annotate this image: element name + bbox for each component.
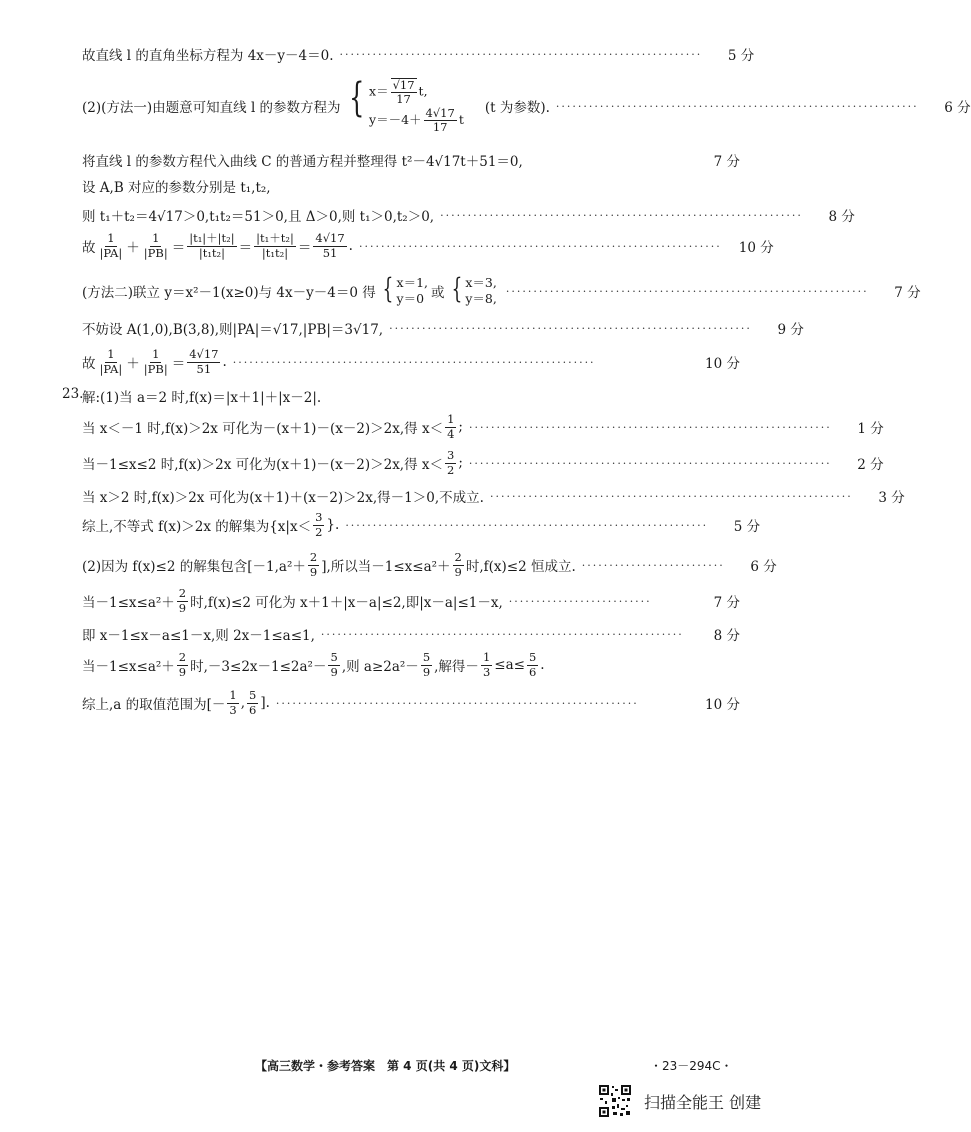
line-text: 即 x－1≤x－a≤1－x,则 2x－1≤a≤1, — [82, 628, 315, 644]
answer-line: 当－1≤x≤a²＋ $\frac{2}{9}$ 时,－3≤2x－1≤2a²－ $\frac{5}{9}$ ,则 a≥2a²－ $\frac{5}{9}$ ,解得－ $\frac{1}{3}$ ≤a≤ $\frac{5}{6}$ . — [82, 650, 545, 679]
score-label: 8 分 — [828, 209, 855, 225]
answer-line: 综上,a 的取值范围为[－ $\frac{1}{3}$ , $\frac{5}{6}$ ]. ·································································· 10 分 — [82, 688, 740, 717]
qr-code-icon — [598, 1084, 632, 1118]
answer-line: 当－1≤x≤a²＋ $\frac{2}{9}$ 时,f(x)≤2 可化为 x＋1＋|x－a|≤2,即|x－a|≤1－x, ·························· 7 分 — [82, 586, 740, 615]
line-text: 不妨设 A(1,0),B(3,8),则|PA|＝√17,|PB|＝3√17, — [82, 322, 384, 338]
answer-line — [82, 176, 740, 196]
solution-system: { x＝1, y＝0 — [382, 272, 429, 306]
score-label: 5 分 — [733, 519, 761, 535]
score-label: 7 分 — [713, 154, 740, 170]
score-label: 5 分 — [727, 48, 755, 64]
score-label: 10 分 — [705, 356, 740, 372]
answer-line: 当－1≤x≤2 时,f(x)＞2x 可化为(x＋1)－(x－2)＞2x,得 x＜ $\frac{3}{2}$ ; ·································································· 2 分 — [82, 448, 884, 477]
answer-line: 综上,不等式 f(x)＞2x 的解集为{x|x＜ $\frac{3}{2}$ }. ·································································· 5 分 — [82, 510, 761, 539]
line-text: 将直线 l 的参数方程代入曲线 C 的普通方程并整理得 t²－4√17t＋51＝0, — [82, 154, 523, 170]
parametric-system: { x＝ $\frac{√17}{17}$ t, y＝－4＋ $\frac{4√17}{17}$ t — [348, 75, 464, 134]
line-text: 设 A,B 对应的参数分别是 t₁,t₂, — [82, 180, 271, 196]
score-label: 6 分 — [750, 559, 777, 575]
footer-title: 【高三数学・参考答案 第 4 页(共 4 页)文科】 — [255, 1059, 516, 1073]
score-label: 10 分 — [705, 697, 740, 713]
score-label: 2 分 — [857, 457, 884, 473]
line-text: 则 t₁＋t₂＝4√17＞0,t₁t₂＝51＞0,且 Δ＞0,则 t₁＞0,t₂＞0, — [82, 209, 435, 225]
line-text: 解:(1)当 a＝2 时,f(x)＝|x＋1|＋|x－2|. — [82, 390, 322, 406]
score-label: 10 分 — [738, 240, 774, 256]
watermark-text: 扫描全能王 创建 — [644, 1092, 762, 1112]
score-label: 9 分 — [777, 322, 804, 338]
line-text: 故直线 l 的直角坐标方程为 4x－y－4＝0. — [82, 48, 334, 64]
score-label: 1 分 — [857, 421, 884, 437]
score-label: 7 分 — [713, 595, 740, 611]
score-label: 8 分 — [713, 628, 740, 644]
answer-line: 不妨设 A(1,0),B(3,8),则|PA|＝√17,|PB|＝3√17, ·································································· 9 分 — [82, 318, 740, 338]
line-text: 当 x＞2 时,f(x)＞2x 可化为(x＋1)＋(x－2)＞2x,得－1＞0,不成立. — [82, 490, 484, 506]
answer-line: 故 $\frac{1}{|PA|}$ ＋ $\frac{1}{|PB|}$ ＝ $\frac{\text{|t₁|＋|t₂|}}{\text{|t₁t₂|}}$ ＝ $\frac{\text{|t₁＋t₂|}}{\text{|t₁t₂|}}$ ＝ $\frac{4√17}{51}$ . ·································································· 10 分 — [82, 231, 774, 260]
answer-line — [82, 150, 740, 170]
answer-line: 当 x＜－1 时,f(x)＞2x 可化为－(x＋1)－(x－2)＞2x,得 x＜ $\frac{1}{4}$ ; ·································································· 1 分 — [82, 412, 884, 441]
footer-code: ・23－294C・ — [650, 1059, 733, 1073]
answer-line: 故直线 l 的直角坐标方程为 4x－y－4＝0. ·································································· 5 分 — [82, 44, 740, 64]
question-number: 23. — [62, 386, 84, 402]
score-label: 3 分 — [878, 490, 905, 506]
answer-line: (方法二)联立 y＝x²－1(x≥0)与 4x－y－4＝0 得 { x＝1, y＝0 或 { x＝3, y＝8, ·································································· 7 分 — [82, 272, 921, 306]
score-label: 7 分 — [894, 285, 921, 301]
line-text: (2)(方法一)由题意可知直线 l 的参数方程为 — [82, 100, 341, 116]
solution-system: { x＝3, y＝8, — [451, 272, 497, 306]
answer-line: 故 $\frac{1}{|PA|}$ ＋ $\frac{1}{|PB|}$ ＝ $\frac{4√17}{51}$ . ·································································· 10 分 — [82, 347, 740, 376]
answer-line: 则 t₁＋t₂＝4√17＞0,t₁t₂＝51＞0,且 Δ＞0,则 t₁＞0,t₂＞0, ·································································· 8 分 — [82, 205, 740, 225]
page-footer — [0, 1057, 800, 1077]
answer-line: (2)(方法一)由题意可知直线 l 的参数方程为 { x＝ $\frac{√17}{17}$ t, y＝－4＋ $\frac{4√17}{17}$ t (t 为参数). ·································································· 6 分 — [82, 75, 971, 134]
score-label: 6 分 — [944, 100, 971, 116]
answer-line — [82, 386, 740, 406]
answer-line: 当 x＞2 时,f(x)＞2x 可化为(x＋1)＋(x－2)＞2x,得－1＞0,不成立. ·································································· 3 分 — [82, 486, 740, 506]
scanner-watermark — [598, 1084, 761, 1118]
answer-line: 即 x－1≤x－a≤1－x,则 2x－1≤a≤1, ·································································· 8 分 — [82, 624, 740, 644]
answer-line: (2)因为 f(x)≤2 的解集包含[－1,a²＋ $\frac{2}{9}$ ],所以当－1≤x≤a²＋ $\frac{2}{9}$ 时,f(x)≤2 恒成立. ·························· 6 分 — [82, 550, 777, 579]
